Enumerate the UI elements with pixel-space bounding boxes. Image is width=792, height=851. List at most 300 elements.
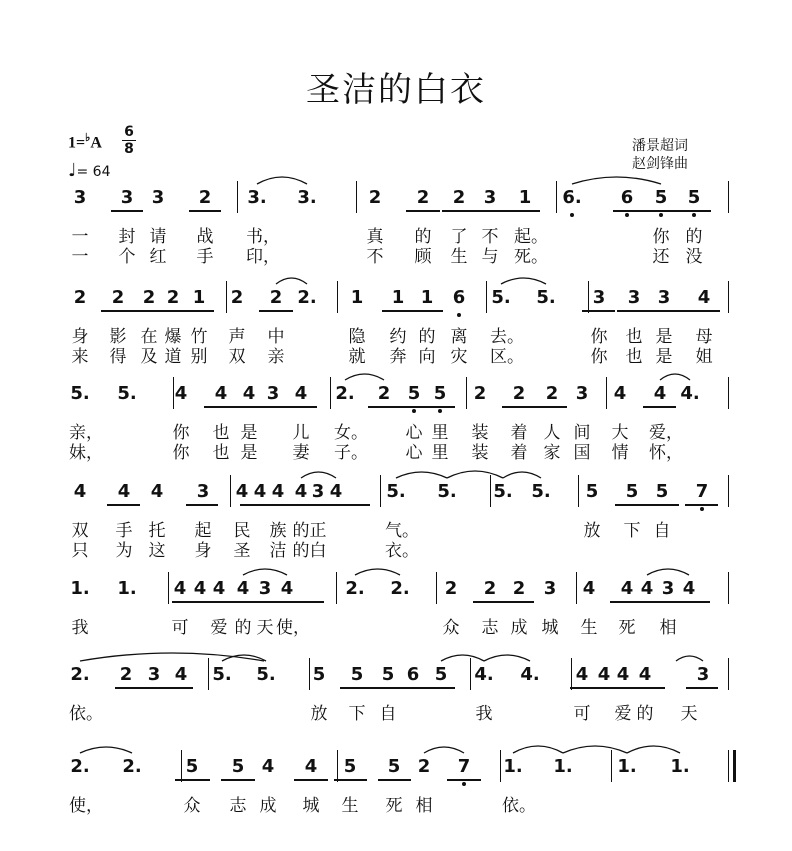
note: 4 xyxy=(616,664,630,685)
lyric-verse-2: 别 xyxy=(190,347,208,367)
lyric-verse-1: 竹 xyxy=(190,327,208,347)
bar-line xyxy=(728,377,729,409)
lyric-verse-1: 人 xyxy=(543,423,561,443)
beam-underline xyxy=(186,504,218,506)
lyric-verse-2: 心 xyxy=(405,443,423,463)
beam-underline xyxy=(115,687,193,689)
lyric-verse-2: 也 xyxy=(212,443,230,463)
lyric-verse-2: 衣。 xyxy=(385,541,419,561)
slur xyxy=(572,177,661,184)
beam-underline xyxy=(237,406,317,408)
note: 4 xyxy=(294,383,308,404)
lyric-verse-1: 生 xyxy=(580,618,598,638)
lyric-verse-1: 城 xyxy=(541,618,559,638)
note: 2. xyxy=(70,664,90,685)
slur xyxy=(513,746,563,753)
bar-line xyxy=(337,281,338,313)
note: 2 xyxy=(452,187,466,208)
lyric-verse-2: 这 xyxy=(148,541,166,561)
bar-line xyxy=(226,281,227,313)
note: 5 xyxy=(655,481,669,502)
slur xyxy=(484,655,530,661)
beam-underline xyxy=(294,779,328,781)
lyric-verse-1: 去。 xyxy=(490,327,524,347)
note: 3 xyxy=(258,578,272,599)
note: 5. xyxy=(536,287,556,308)
note: 3 xyxy=(661,578,675,599)
lyric-verse-1: 声 xyxy=(228,327,246,347)
note: 4 xyxy=(640,578,654,599)
lyric-verse-1: 爱， xyxy=(649,423,683,443)
bar-line xyxy=(168,572,169,604)
bar-line xyxy=(490,475,491,507)
note: 5. xyxy=(491,287,511,308)
lyric-verse-1: 的 xyxy=(414,227,432,247)
slur xyxy=(563,746,627,753)
note: 2. xyxy=(70,756,90,777)
beam-underline xyxy=(610,601,643,603)
note: 1. xyxy=(617,756,637,777)
lyric-verse-2: 家 xyxy=(543,443,561,463)
lyric-verse-1: 里 xyxy=(431,423,449,443)
lyric-verse-1: 身 xyxy=(71,327,89,347)
note: 4 xyxy=(653,383,667,404)
note: 2 xyxy=(512,578,526,599)
bar-line xyxy=(728,658,729,690)
beam-underline xyxy=(240,504,350,506)
bar-line xyxy=(173,377,174,409)
note: 1 xyxy=(391,287,405,308)
lyric-verse-1: 天 xyxy=(256,618,274,638)
beam-underline xyxy=(447,779,481,781)
note: 2 xyxy=(166,287,180,308)
note: 2 xyxy=(416,187,430,208)
final-bar-thin xyxy=(728,750,729,782)
lyric-verse-1: 儿 xyxy=(292,423,310,443)
lyric-verse-1: 封 xyxy=(118,227,136,247)
lyric-verse-2: 不 xyxy=(366,247,384,267)
lyric-verse-1: 志 xyxy=(229,796,247,816)
note: 1. xyxy=(503,756,523,777)
note: 5 xyxy=(625,481,639,502)
time-denominator: 8 xyxy=(124,141,134,157)
note: 3 xyxy=(627,287,641,308)
note: 4. xyxy=(520,664,540,685)
lyric-verse-2: 死。 xyxy=(514,247,548,267)
lyric-verse-1: 使， xyxy=(276,618,310,638)
note: 2 xyxy=(119,664,133,685)
lyric-verse-1: 影 xyxy=(109,327,127,347)
lyric-verse-1: 托 xyxy=(148,521,166,541)
flat-sign: ♭ xyxy=(85,132,91,144)
beam-underline xyxy=(582,310,615,312)
note: 4 xyxy=(253,481,267,502)
lyric-verse-1: 使， xyxy=(69,796,103,816)
note: 4 xyxy=(294,481,308,502)
note: 1. xyxy=(553,756,573,777)
note: 4 xyxy=(613,383,627,404)
bar-line xyxy=(309,658,310,690)
note: 3 xyxy=(73,187,87,208)
bar-line xyxy=(336,572,337,604)
lyric-verse-1: 是 xyxy=(240,423,258,443)
lyric-verse-2: 双 xyxy=(228,347,246,367)
lyric-verse-1: 自 xyxy=(379,704,397,724)
final-bar-thick xyxy=(733,750,736,782)
lyric-verse-1: 我 xyxy=(71,618,89,638)
lyricist-credit: 潘景超词 xyxy=(632,138,688,154)
lower-octave-dot xyxy=(438,409,442,413)
lyric-verse-1: 我 xyxy=(475,704,493,724)
beam-underline xyxy=(259,310,293,312)
slur xyxy=(396,472,447,478)
note: 5 xyxy=(433,383,447,404)
note: 3 xyxy=(657,287,671,308)
beam-underline xyxy=(368,406,400,408)
lyric-verse-1: 也 xyxy=(625,327,643,347)
beam-underline xyxy=(204,406,237,408)
lyric-verse-1: 生 xyxy=(341,796,359,816)
note: 4. xyxy=(680,383,700,404)
note: 6 xyxy=(406,664,420,685)
lyric-verse-2: 姐 xyxy=(695,347,713,367)
beam-underline xyxy=(378,779,411,781)
lyric-verse-1: 心 xyxy=(405,423,423,443)
lyric-verse-2: 印， xyxy=(246,247,280,267)
lyric-verse-2: 子。 xyxy=(334,443,368,463)
lyric-verse-2: 灾 xyxy=(450,347,468,367)
beam-underline xyxy=(649,504,679,506)
note: 1. xyxy=(70,578,90,599)
lyric-verse-2: 红 xyxy=(149,247,167,267)
bar-line xyxy=(728,181,729,213)
note: 4 xyxy=(329,481,343,502)
note: 3 xyxy=(196,481,210,502)
beam-underline xyxy=(643,406,676,408)
note: 2 xyxy=(73,287,87,308)
lyric-verse-2: 得 xyxy=(109,347,127,367)
note: 4 xyxy=(638,664,652,685)
lyric-verse-2: 的 xyxy=(292,541,310,561)
bar-line xyxy=(230,475,231,507)
lyric-verse-2: 道 xyxy=(164,347,182,367)
lyric-verse-1: 气。 xyxy=(385,521,419,541)
lyric-verse-1: 的 xyxy=(418,327,436,347)
note: 5. xyxy=(386,481,406,502)
beam-underline xyxy=(502,406,535,408)
note: 4 xyxy=(582,578,596,599)
bar-line xyxy=(181,750,182,782)
lyric-verse-2: 生 xyxy=(450,247,468,267)
bar-line xyxy=(330,377,331,409)
note: 3 xyxy=(592,287,606,308)
note: 5 xyxy=(585,481,599,502)
note: 4 xyxy=(73,481,87,502)
lyric-verse-2: 向 xyxy=(418,347,436,367)
lyric-verse-1: 正 xyxy=(309,521,327,541)
lyric-verse-2: 只 xyxy=(71,541,89,561)
lyric-verse-1: 在 xyxy=(140,327,158,347)
slur xyxy=(647,569,689,575)
bar-line xyxy=(728,281,729,313)
lyric-verse-2: 为 xyxy=(115,541,133,561)
lyric-verse-1: 的 xyxy=(685,227,703,247)
beam-underline xyxy=(535,406,567,408)
lyric-verse-1: 死 xyxy=(618,618,636,638)
lyric-verse-2: 是 xyxy=(240,443,258,463)
lyric-verse-1: 的 xyxy=(234,618,252,638)
slur xyxy=(627,746,680,753)
lyric-verse-2: 手 xyxy=(196,247,214,267)
bar-line xyxy=(556,181,557,213)
lyric-verse-1: 亲， xyxy=(69,423,103,443)
bar-line xyxy=(237,181,238,213)
note: 6. xyxy=(562,187,582,208)
lyric-verse-2: 妹， xyxy=(69,443,103,463)
lyric-verse-1: 相 xyxy=(659,618,677,638)
note: 1 xyxy=(192,287,206,308)
note: 4 xyxy=(117,481,131,502)
note: 5 xyxy=(185,756,199,777)
lyric-verse-1: 众 xyxy=(183,796,201,816)
lyric-verse-1: 着 xyxy=(510,423,528,443)
bar-line xyxy=(500,750,501,782)
lyric-verse-2: 身 xyxy=(194,541,212,561)
lyric-verse-2: 来 xyxy=(71,347,89,367)
lyric-verse-2: 一 xyxy=(71,247,89,267)
note: 5 xyxy=(381,664,395,685)
beam-underline xyxy=(340,687,374,689)
note: 3 xyxy=(575,383,589,404)
note: 3 xyxy=(696,664,710,685)
note: 5 xyxy=(312,664,326,685)
bar-line xyxy=(380,475,381,507)
note: 4 xyxy=(174,383,188,404)
lyric-verse-1: 你 xyxy=(172,423,190,443)
beam-underline xyxy=(685,504,718,506)
note: 2 xyxy=(230,287,244,308)
note: 2. xyxy=(297,287,317,308)
lyric-verse-1: 的 xyxy=(292,521,310,541)
slur xyxy=(355,569,400,575)
note: 5. xyxy=(531,481,551,502)
time-numerator: 6 xyxy=(124,124,134,140)
slur xyxy=(441,655,484,661)
note: 1. xyxy=(670,756,690,777)
note: 5. xyxy=(493,481,513,502)
beam-underline xyxy=(172,601,260,603)
note: 5 xyxy=(387,756,401,777)
beam-underline xyxy=(189,210,221,212)
lyric-verse-1: 请 xyxy=(149,227,167,247)
note: 2 xyxy=(377,383,391,404)
lyric-verse-2: 就 xyxy=(348,347,366,367)
note: 1. xyxy=(117,578,137,599)
lyric-verse-1: 志 xyxy=(481,618,499,638)
note: 4 xyxy=(280,578,294,599)
bar-line xyxy=(728,475,729,507)
beam-underline xyxy=(643,601,710,603)
note: 7 xyxy=(695,481,709,502)
lyric-verse-1: 装 xyxy=(471,423,489,443)
lyric-verse-2: 洁 xyxy=(269,541,287,561)
lyric-verse-1: 双 xyxy=(71,521,89,541)
bar-line xyxy=(611,750,612,782)
note: 2 xyxy=(473,383,487,404)
lyric-verse-1: 起。 xyxy=(514,227,548,247)
lyric-verse-2: 里 xyxy=(431,443,449,463)
note: 2 xyxy=(417,756,431,777)
slur xyxy=(424,747,464,753)
lyric-verse-1: 也 xyxy=(212,423,230,443)
lyric-verse-2: 还 xyxy=(652,247,670,267)
beam-underline xyxy=(442,210,540,212)
composer-credit: 赵剑锋曲 xyxy=(632,156,688,172)
note: 2. xyxy=(390,578,410,599)
slur xyxy=(243,569,287,575)
lyric-verse-2: 怀， xyxy=(649,443,683,463)
note: 3 xyxy=(120,187,134,208)
lyric-verse-1: 放 xyxy=(583,521,601,541)
slur xyxy=(660,374,690,380)
note: 5. xyxy=(212,664,232,685)
note: 2. xyxy=(345,578,365,599)
note: 4 xyxy=(697,287,711,308)
lyric-verse-1: 放 xyxy=(310,704,328,724)
lyric-verse-1: 依。 xyxy=(69,704,103,724)
note: 2 xyxy=(512,383,526,404)
slur xyxy=(503,472,541,478)
note: 2 xyxy=(198,187,212,208)
lower-octave-dot xyxy=(570,213,574,217)
beam-underline xyxy=(613,210,711,212)
lyric-verse-2: 是 xyxy=(655,347,673,367)
beam-underline xyxy=(412,310,443,312)
note: 2. xyxy=(122,756,142,777)
lyric-verse-1: 自 xyxy=(653,521,671,541)
lyric-verse-1: 一 xyxy=(71,227,89,247)
bar-line xyxy=(470,658,471,690)
lyric-verse-1: 你 xyxy=(590,327,608,347)
beam-underline xyxy=(473,601,506,603)
note: 5 xyxy=(687,187,701,208)
lyric-verse-2: 你 xyxy=(172,443,190,463)
note: 1 xyxy=(420,287,434,308)
lyric-verse-2: 奔 xyxy=(389,347,407,367)
lyric-verse-1: 母 xyxy=(695,327,713,347)
note: 2 xyxy=(444,578,458,599)
note: 4 xyxy=(150,481,164,502)
lyric-verse-2: 顾 xyxy=(414,247,432,267)
lyric-verse-1: 爱 xyxy=(614,704,632,724)
lyric-verse-2: 个 xyxy=(118,247,136,267)
bar-line xyxy=(356,181,357,213)
lyric-verse-1: 女。 xyxy=(334,423,368,443)
lyric-verse-2: 妻 xyxy=(292,443,310,463)
lyric-verse-1: 是 xyxy=(655,327,673,347)
key-note: A xyxy=(90,134,102,152)
note: 2. xyxy=(335,383,355,404)
slur xyxy=(345,374,384,380)
lyric-verse-1: 成 xyxy=(259,796,277,816)
key-prefix: 1= xyxy=(68,134,86,152)
note: 5. xyxy=(117,383,137,404)
lyric-verse-1: 中 xyxy=(267,327,285,347)
note: 5 xyxy=(654,187,668,208)
lyric-verse-1: 书， xyxy=(246,227,280,247)
note: 3 xyxy=(151,187,165,208)
note: 4 xyxy=(193,578,207,599)
beam-underline xyxy=(615,504,649,506)
lyric-verse-1: 可 xyxy=(573,704,591,724)
note: 3 xyxy=(147,664,161,685)
lyric-verse-1: 成 xyxy=(510,618,528,638)
note: 2 xyxy=(368,187,382,208)
lyric-verse-1: 大 xyxy=(611,423,629,443)
beam-underline xyxy=(107,504,140,506)
note: 3 xyxy=(311,481,325,502)
lyric-verse-1: 城 xyxy=(302,796,320,816)
note: 2 xyxy=(269,287,283,308)
note: 4 xyxy=(235,481,249,502)
note: 4 xyxy=(304,756,318,777)
note: 5 xyxy=(231,756,245,777)
note: 4 xyxy=(212,578,226,599)
lyric-verse-2: 圣 xyxy=(233,541,251,561)
beam-underline xyxy=(650,310,720,312)
lyric-verse-1: 起 xyxy=(194,521,212,541)
lyric-verse-1: 间 xyxy=(573,423,591,443)
beam-underline xyxy=(570,687,665,689)
lower-octave-dot xyxy=(700,507,704,511)
note: 4 xyxy=(261,756,275,777)
slur xyxy=(257,177,307,184)
quarter-note-icon: ♩ xyxy=(68,160,77,181)
beam-underline xyxy=(134,310,214,312)
note: 2 xyxy=(142,287,156,308)
slur xyxy=(447,471,503,478)
note: 4 xyxy=(173,578,187,599)
lyric-verse-1: 约 xyxy=(389,327,407,347)
bar-line xyxy=(728,572,729,604)
bar-line xyxy=(571,658,572,690)
beam-underline xyxy=(506,601,534,603)
beam-underline xyxy=(400,406,455,408)
beam-underline xyxy=(260,601,324,603)
lyric-verse-1: 族 xyxy=(269,521,287,541)
lyric-verse-2: 及 xyxy=(140,347,158,367)
lyric-verse-2: 着 xyxy=(510,443,528,463)
lower-octave-dot xyxy=(692,213,696,217)
lyric-verse-1: 爱 xyxy=(210,618,228,638)
beam-underline xyxy=(382,310,412,312)
tempo-value: = 64 xyxy=(76,164,111,180)
beam-underline xyxy=(350,504,370,506)
note: 4 xyxy=(214,383,228,404)
lyric-verse-1: 依。 xyxy=(502,796,536,816)
note: 4 xyxy=(236,578,250,599)
lyric-verse-2: 装 xyxy=(471,443,489,463)
lyric-verse-1: 隐 xyxy=(348,327,366,347)
bar-line xyxy=(606,377,607,409)
note: 4 xyxy=(575,664,589,685)
slur xyxy=(276,278,307,284)
bar-line xyxy=(208,658,209,690)
beam-underline xyxy=(406,210,440,212)
slur xyxy=(301,472,336,478)
note: 2 xyxy=(483,578,497,599)
lyric-verse-1: 战 xyxy=(196,227,214,247)
